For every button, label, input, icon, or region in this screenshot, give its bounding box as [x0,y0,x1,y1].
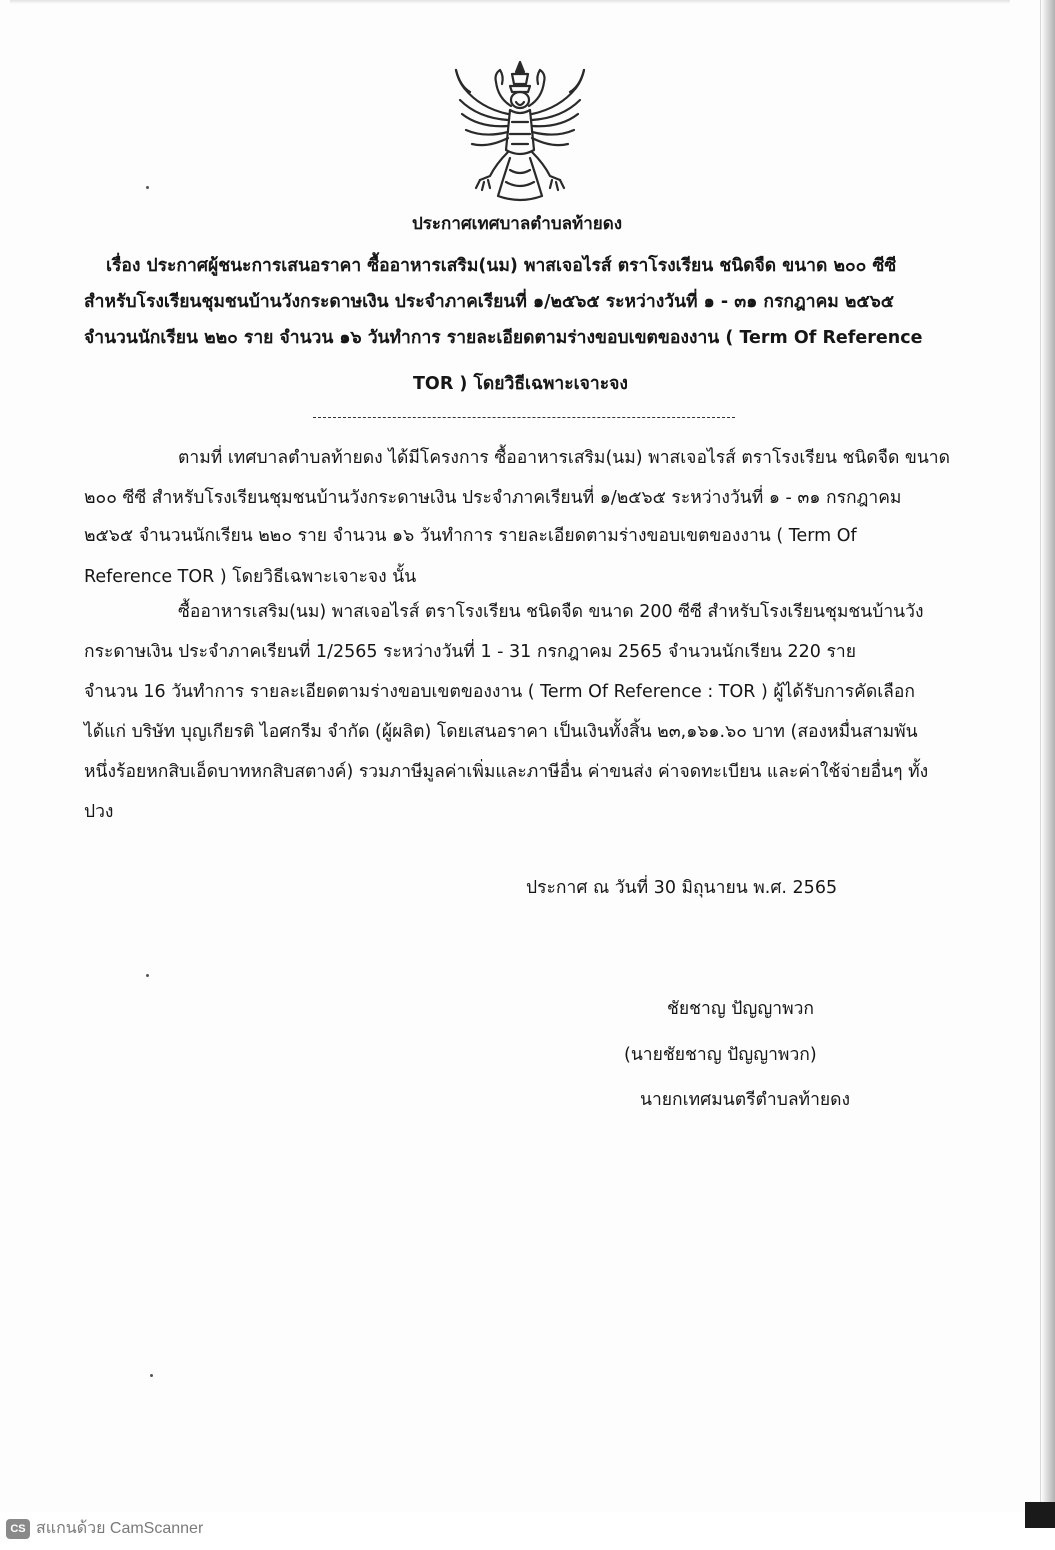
paragraph-2-line-5: หนึ่งร้อยหกสิบเอ็ดบาทหกสิบสตางค์) รวมภาษีมูลค่าเพิ่มและภาษีอื่น ค่าขนส่ง ค่าจดทะเบียน และค่าใช้จ่ายอื่นๆ ทั้ง [84,762,929,782]
paragraph-1-line-1: ตามที่ เทศบาลตำบลท้ายดง ได้มีโครงการ ซื้ออาหารเสริม(นม) พาสเจอไรส์ ตราโรงเรียน ชนิดจืด ขนาด [178,448,950,468]
scan-edge [10,0,1010,4]
subject-line-2: สำหรับโรงเรียนชุมชนบ้านวังกระดาษเงิน ประจำภาคเรียนที่ ๑/๒๕๖๕ ระหว่างวันที่ ๑ - ๓๑ กรกฎาคม ๒๕๖๕ [84,292,895,312]
divider [313,417,735,418]
paragraph-2-line-4: ได้แก่ บริษัท บุญเกียรติ ไอศกรีม จำกัด (ผู้ผลิต) โดยเสนอราคา เป็นเงินทั้งสิ้น ๒๓,๑๖๑.๖๐ บาท (สองหมื่นสามพัน [84,722,918,742]
subject-line-4: TOR ) โดยวิธีเฉพาะเจาะจง [413,374,628,394]
watermark-text: สแกนด้วย CamScanner [36,1520,204,1537]
camscanner-logo-icon: CS [6,1519,30,1539]
announcement-title: ประกาศเทศบาลตำบลท้ายดง [412,214,623,234]
paragraph-2-line-3: จำนวน 16 วันทำการ รายละเอียดตามร่างขอบเขตของงาน ( Term Of Reference : TOR ) ผู้ได้รับการคัดเลือก [84,682,916,702]
paragraph-2-line-2: กระดาษเงิน ประจำภาคเรียนที่ 1/2565 ระหว่างวันที่ 1 - 31 กรกฎาคม 2565 จำนวนนักเรียน 220 ราย [84,642,856,662]
paragraph-2-line-6: ปวง [84,802,114,822]
signature-title: นายกเทศมนตรีตำบลท้ายดง [640,1090,851,1110]
camscanner-watermark [6,1516,203,1541]
announce-date: ประกาศ ณ วันที่ 30 มิถุนายน พ.ศ. 2565 [526,878,838,898]
paragraph-2-line-1: ซื้ออาหารเสริม(นม) พาสเจอไรส์ ตราโรงเรียน ชนิดจืด ขนาด 200 ซีซี สำหรับโรงเรียนชุมชนบ้านวัง [178,602,924,622]
scan-corner [1025,1502,1055,1528]
paragraph-1-line-2: ๒๐๐ ซีซี สำหรับโรงเรียนชุมชนบ้านวังกระดาษเงิน ประจำภาคเรียนที่ ๑/๒๕๖๕ ระหว่างวันที่ ๑ - ๓๑ กรกฎาคม [84,488,902,508]
paragraph-1-line-3: ๒๕๖๕ จำนวนนักเรียน ๒๒๐ ราย จำนวน ๑๖ วันทำการ รายละเอียดตามร่างขอบเขตของงาน ( Term Of [84,526,857,546]
signature-name: ชัยชาญ ปัญญาพวก [667,999,815,1019]
paragraph-1-line-4: Reference TOR ) โดยวิธีเฉพาะเจาะจง นั้น [84,567,417,587]
scan-speck [146,974,149,977]
scan-speck [150,1374,153,1377]
signature-full-name: (นายชัยชาญ ปัญญาพวก) [624,1045,817,1065]
garuda-emblem-icon [450,58,590,208]
subject-line-1: เรื่อง ประกาศผู้ชนะการเสนอราคา ซื้ออาหารเสริม(นม) พาสเจอไรส์ ตราโรงเรียน ชนิดจืด ขนาด ๒๐๐ ซีซี [106,256,897,276]
scan-speck [146,186,149,189]
scan-right-edge [1041,0,1055,1550]
subject-line-3: จำนวนนักเรียน ๒๒๐ ราย จำนวน ๑๖ วันทำการ รายละเอียดตามร่างขอบเขตของงาน ( Term Of Reference [84,328,923,348]
